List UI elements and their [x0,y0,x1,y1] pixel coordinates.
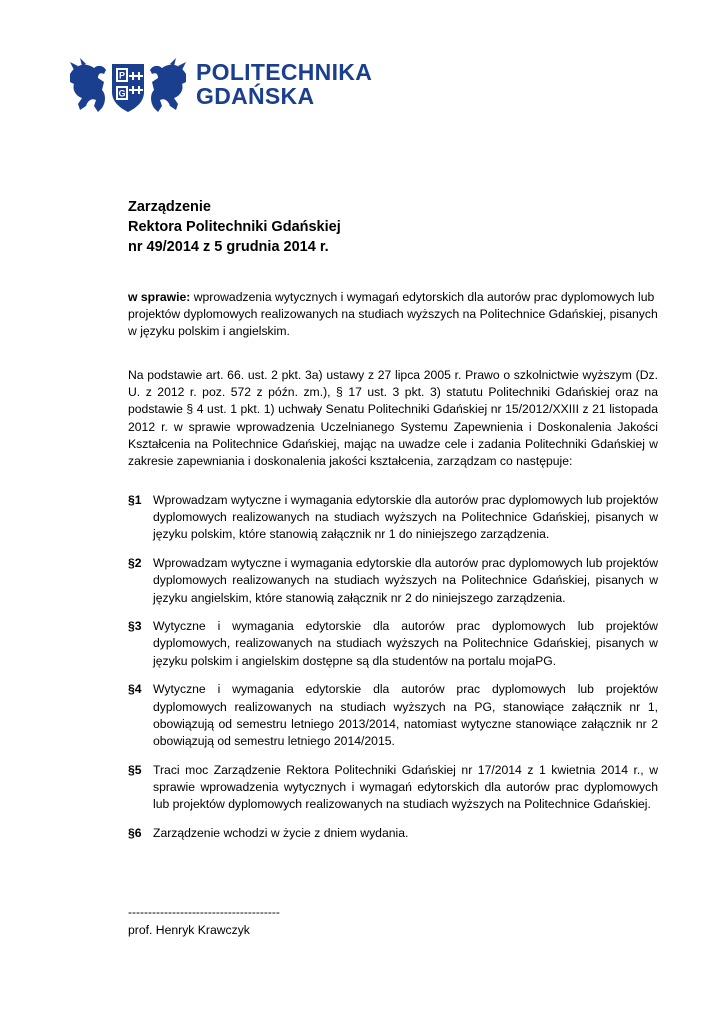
title-line-2: Rektora Politechniki Gdańskiej [128,219,341,235]
document-title [128,197,341,257]
signatory-name: prof. Henryk Krawczyk [128,923,250,937]
griffin-emblem-icon [68,56,188,114]
section-3 [128,618,658,670]
section-text: Traci moc Zarządzenie Rektora Politechniki Gdańskiej nr 17/2014 z 1 kwietnia 2014 r., w sprawie wprowadzenia wytycznych i wymagań edytorskich dla autorów prac dyplomowych lub projektów dyplomowych realizowanych na studiach wyższych na Politechnice Gdańskiej. [153,762,658,812]
logo-line-1: POLITECHNIKA [196,59,373,85]
section-number: §4 [128,682,142,697]
section-number: §3 [128,619,142,634]
sections-list [128,492,658,853]
logo-wordmark [196,60,372,108]
section-text: Wytyczne i wymagania edytorskie dla autorów prac dyplomowych lub projektów dyplomowych, realizowanych na studiach wyższych na Politechnice Gdańskiej, pisanych w języku polskim i angielskim dostępne są dla studentów na portalu mojaPG. [153,619,658,668]
section-text: Wprowadzam wytyczne i wymagania edytorskie dla autorów prac dyplomowych lub projektów dyplomowych realizowanych na studiach wyższych na Politechnice Gdańskiej, pisanych w języku angielskim, które stanowią załącznik nr 2 do niniejszego zarządzenia. [153,556,658,605]
section-4 [128,681,658,750]
section-text: Zarządzenie wchodzi w życie z dniem wydania. [153,825,409,840]
subject-label: w sprawie: [128,290,191,304]
section-number: §2 [128,556,142,571]
section-6 [128,825,658,842]
section-text: Wytyczne i wymagania edytorskie dla autorów prac dyplomowych lub projektów dyplomowych realizowanych na studiach wyższych na PG, stanowiące załącznik nr 1, obowiązują od semestru letniego 2013/2014, natomiast wytyczne stanowiące załącznik nr 2 obowiązują od semestru letniego 2014/2015. [153,682,658,748]
section-number: §1 [128,493,142,507]
emblem-letter-g: G [118,88,126,99]
section-text: Wprowadzam wytyczne i wymagania edytorskie dla autorów prac dyplomowych lub projektów dyplomowych realizowanych na studiach wyższych na Politechnice Gdańskiej, pisanych w języku polskim, które stanowią załącznik nr 1 do niniejszego zarządzenia. [153,493,658,542]
title-line-1: Zarządzenie [128,199,211,215]
section-1 [128,492,658,544]
section-5 [128,762,658,814]
section-number: §5 [128,762,142,777]
signature-line: -------------------------------------- [128,905,280,919]
section-number: §6 [128,825,142,840]
subject-text: wprowadzenia wytycznych i wymagań edytorskich dla autorów prac dyplomowych lub projektów dyplomowych realizowanych na studiach wyższych na Politechnice Gdańskiej, pisanych w języku polskim i angielskim. [128,290,658,339]
logo-line-2: GDAŃSKA [196,83,315,109]
university-logo [68,56,373,116]
emblem-letter-p: P [118,70,126,81]
title-line-3: nr 49/2014 z 5 grudnia 2014 r. [128,239,329,255]
subject-paragraph [128,289,658,341]
section-2 [128,555,658,607]
legal-basis-paragraph: Na podstawie art. 66. ust. 2 pkt. 3a) ustawy z 27 lipca 2005 r. Prawo o szkolnictwie wyższym (Dz. U. z 2012 r. poz. 572 z późn. zm.), § 17 ust. 3 pkt. 3) statutu Politechniki Gdańskiej oraz na podstawie § 4 ust. 1 pkt. 1) uchwały Senatu Politechniki Gdańskiej nr 15/2012/XXIII z 21 listopada 2012 r. w sprawie wprowadzenia Uczelnianego Systemu Zapewnienia i Doskonalenia Jakości Kształcenia na Politechnice Gdańskiej, mając na uwadze cele i zadania Politechniki Gdańskiej w zakresie zapewniania i doskonalenia jakości kształcenia, zarządzam co następuje: [128,368,658,469]
